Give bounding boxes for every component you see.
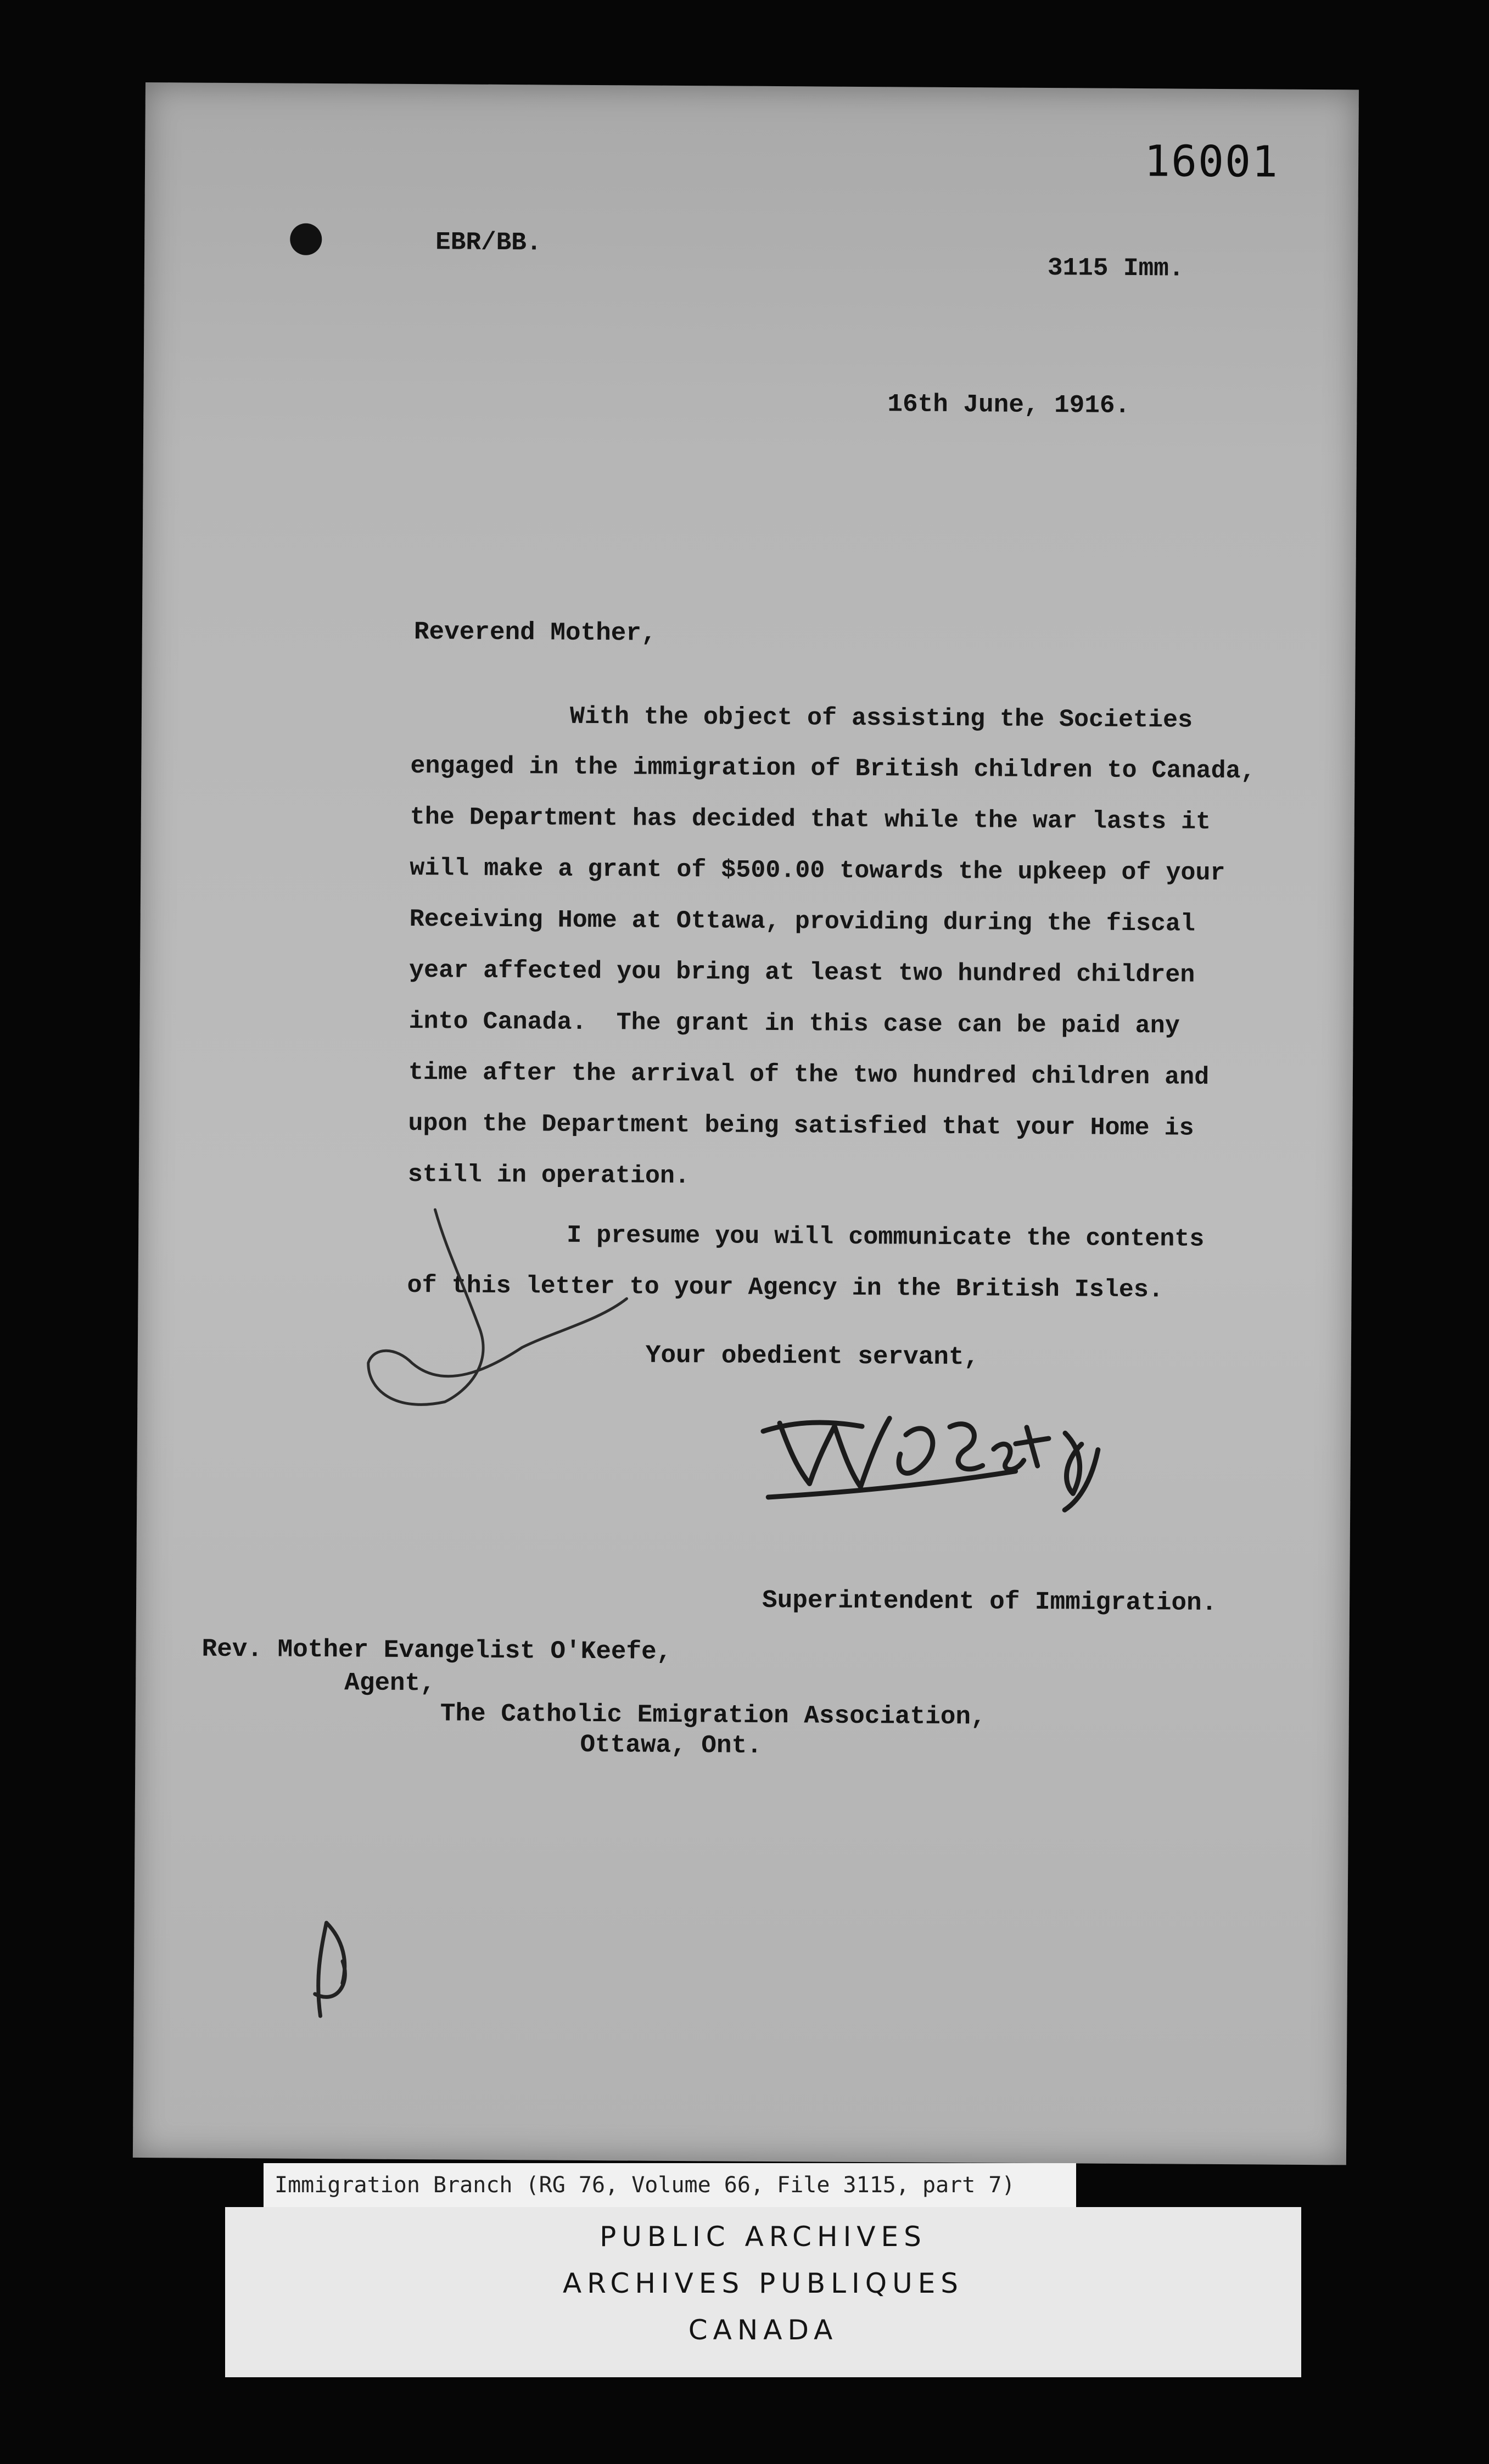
body-line: upon the Department being satisfied that your Home is	[408, 1109, 1194, 1143]
body-line: still in operation.	[407, 1160, 690, 1191]
file-label: Immigration Branch (RG 76, Volume 66, File 3115, part 7)	[264, 2163, 1076, 2207]
salutation: Reverend Mother,	[413, 618, 657, 648]
reference-initials: EBR/BB.	[435, 228, 542, 257]
file-reference: 3115 Imm.	[1047, 254, 1184, 283]
signer-title: Superintendent of Immigration.	[762, 1586, 1217, 1617]
archive-line: ARCHIVES PUBLIQUES	[562, 2267, 964, 2299]
addressee-name: Rev. Mother Evangelist O'Keefe,	[201, 1634, 672, 1666]
body-line: of this letter to your Agency in the British Isles.	[407, 1271, 1163, 1304]
body-line: the Department has decided that while the war lasts it	[410, 803, 1211, 836]
archive-line: PUBLIC ARCHIVES	[600, 2221, 927, 2253]
addressee-organization: The Catholic Emigration Association,	[440, 1699, 986, 1732]
body-line: into Canada. The grant in this case can be paid any	[408, 1007, 1180, 1040]
closing: Your obedient servant,	[645, 1341, 979, 1372]
body-line: time after the arrival of the two hundred children and	[408, 1058, 1210, 1091]
archive-card	[225, 2207, 1301, 2377]
archive-line: CANADA	[688, 2314, 838, 2346]
signature-scribble	[133, 82, 1359, 2165]
body-line: will make a grant of $500.00 towards the upkeep of your	[410, 854, 1225, 888]
letter-date: 16th June, 1916.	[887, 390, 1130, 420]
addressee-role: Agent,	[344, 1668, 435, 1698]
letter-sheet	[133, 82, 1359, 2165]
body-line: Receiving Home at Ottawa, providing during the fiscal	[409, 905, 1196, 938]
body-line: With the object of assisting the Societies	[569, 702, 1193, 735]
body-line: engaged in the immigration of British children to Canada,	[410, 752, 1256, 786]
addressee-city: Ottawa, Ont.	[580, 1730, 762, 1760]
document-number: 16001	[1144, 137, 1279, 187]
body-line: I presume you will communicate the contents	[567, 1221, 1205, 1253]
body-line: year affected you bring at least two hundred children	[408, 956, 1195, 989]
